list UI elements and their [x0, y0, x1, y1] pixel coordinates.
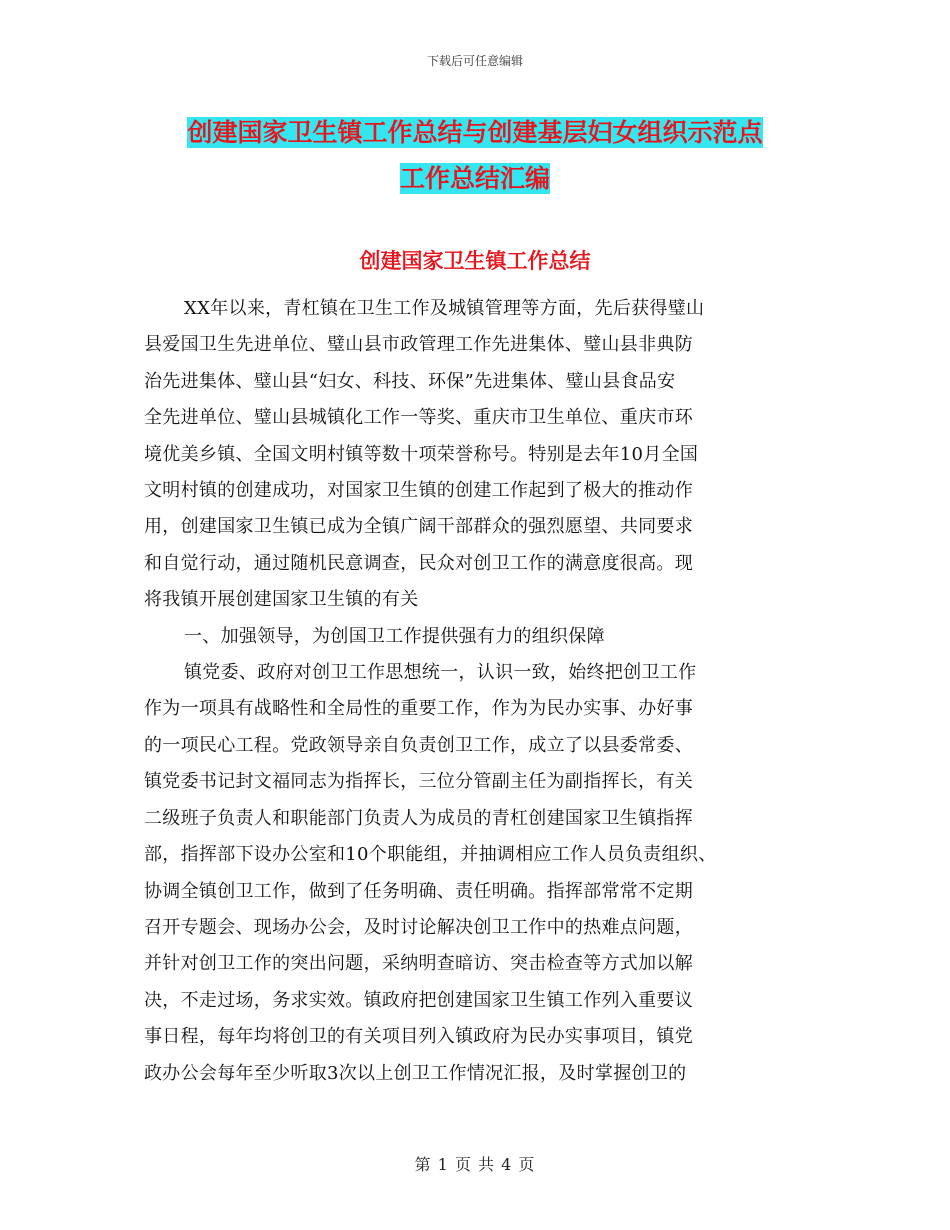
body-line: 用，创建国家卫生镇已成为全镇广阔干部群众的强烈愿望、共同要求 — [144, 516, 693, 538]
document-title — [0, 110, 950, 202]
body-line: 并针对创卫工作的突出问题，采纳明查暗访、突击检查等方式加以解 — [144, 953, 693, 975]
page-header-note: 下载后可任意编辑 — [426, 54, 523, 68]
body-line: 部，指挥部下设办公室和10个职能组，并抽调相应工作人员负责组织、 — [144, 844, 717, 866]
body-line: XX年以来，青杠镇在卫生工作及城镇管理等方面，先后获得璧山 — [184, 298, 705, 319]
body-line: 镇党委、政府对创卫工作思想统一，认识一致，始终把创卫工作 — [184, 662, 697, 684]
body-line: 全先进单位、璧山县城镇化工作一等奖、重庆市卫生单位、重庆市环 — [144, 407, 693, 429]
body-line: 二级班子负责人和职能部门负责人为成员的青杠创建国家卫生镇指挥 — [144, 807, 693, 829]
section-title: 创建国家卫生镇工作总结 — [359, 249, 591, 273]
body-line: 镇党委书记封文福同志为指挥长，三位分管副主任为副指挥长，有关 — [144, 771, 693, 793]
body-line: 的一项民心工程。党政领导亲自负责创卫工作，成立了以县委常委、 — [144, 734, 693, 756]
body-text — [144, 291, 824, 1092]
body-line: 治先进集体、璧山县“妇女、科技、环保”先进集体、璧山县食品安 — [144, 370, 676, 392]
page-number: 第 1 页 共 4 页 — [414, 1155, 536, 1174]
body-line: 召开专题会、现场办公会，及时讨论解决创卫工作中的热难点问题， — [144, 916, 693, 938]
body-line: 决，不走过场，务求实效。镇政府把创建国家卫生镇工作列入重要议 — [144, 989, 693, 1011]
body-line: 作为一项具有战略性和全局性的重要工作，作为为民办实事、办好事 — [144, 698, 693, 720]
body-line: 将我镇开展创建国家卫生镇的有关 — [144, 589, 419, 611]
body-line: 政办公会每年至少听取3次以上创卫工作情况汇报，及时掌握创卫的 — [144, 1062, 687, 1084]
body-line: 文明村镇的创建成功，对国家卫生镇的创建工作起到了极大的推动作 — [144, 480, 693, 502]
body-line: 县爱国卫生先进单位、璧山县市政管理工作先进集体、璧山县非典防 — [144, 334, 693, 356]
section-heading: 一、加强领导，为创国卫工作提供强有力的组织保障 — [184, 625, 605, 647]
body-line: 境优美乡镇、全国文明村镇等数十项荣誉称号。特别是去年10月全国 — [144, 443, 699, 465]
body-line: 事日程，每年均将创卫的有关项目列入镇政府为民办实事项目，镇党 — [144, 1026, 693, 1048]
document-title-line-2: 工作总结汇编 — [399, 164, 550, 193]
body-line: 和自觉行动，通过随机民意调查，民众对创卫工作的满意度很高。现 — [144, 552, 693, 574]
body-line: 协调全镇创卫工作，做到了任务明确、责任明确。指挥部常常不定期 — [144, 880, 693, 902]
document-title-line-1: 创建国家卫生镇工作总结与创建基层妇女组织示范点 — [187, 118, 763, 147]
